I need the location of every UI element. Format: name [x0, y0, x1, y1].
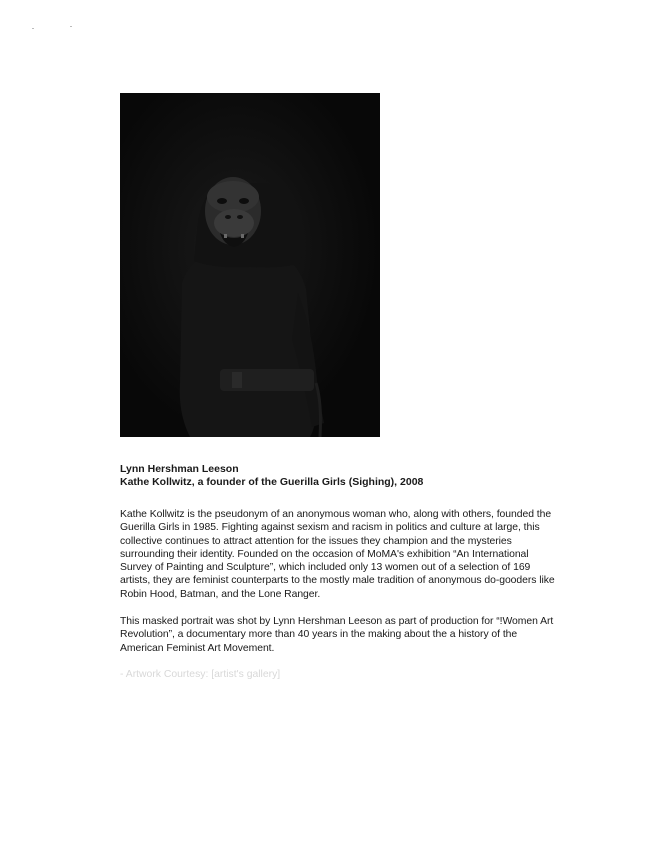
masked-portrait-photo: [120, 93, 380, 437]
artwork-credit: - Artwork Courtesy: [artist's gallery]: [120, 669, 281, 680]
production-paragraph: This masked portrait was shot by Lynn Hershman Leeson as part of production for “!Women Art Revolution”, a documentary more than 40 years in the making about the a history of the American Feminist Art Movement.: [120, 616, 554, 654]
caption-block: [120, 463, 550, 489]
description-paragraph: Kathe Kollwitz is the pseudonym of an anonymous woman who, along with others, founded the Guerilla Girls in 1985. Fighting against sexism and racism in politics and culture at large, this collective continues to attract attention for the issues they champion and the mysteries surrounding their identity. Founded on the occasion of MoMA's exhibition “An International Survey of Painting and Sculpture”, which included only 13 women out of a selection of 169 artists, they are feminist counterparts to the mostly male tradition of anonymous do-gooders like Robin Hood, Batman, and the Lone Ranger.: [120, 509, 555, 600]
artwork-title: Kathe Kollwitz, a founder of the Guerilla Girls (Sighing), 2008: [120, 476, 424, 488]
masked-figure-illustration: [120, 93, 380, 437]
artist-name: Lynn Hershman Leeson: [120, 463, 239, 475]
scan-marks: [32, 24, 92, 34]
